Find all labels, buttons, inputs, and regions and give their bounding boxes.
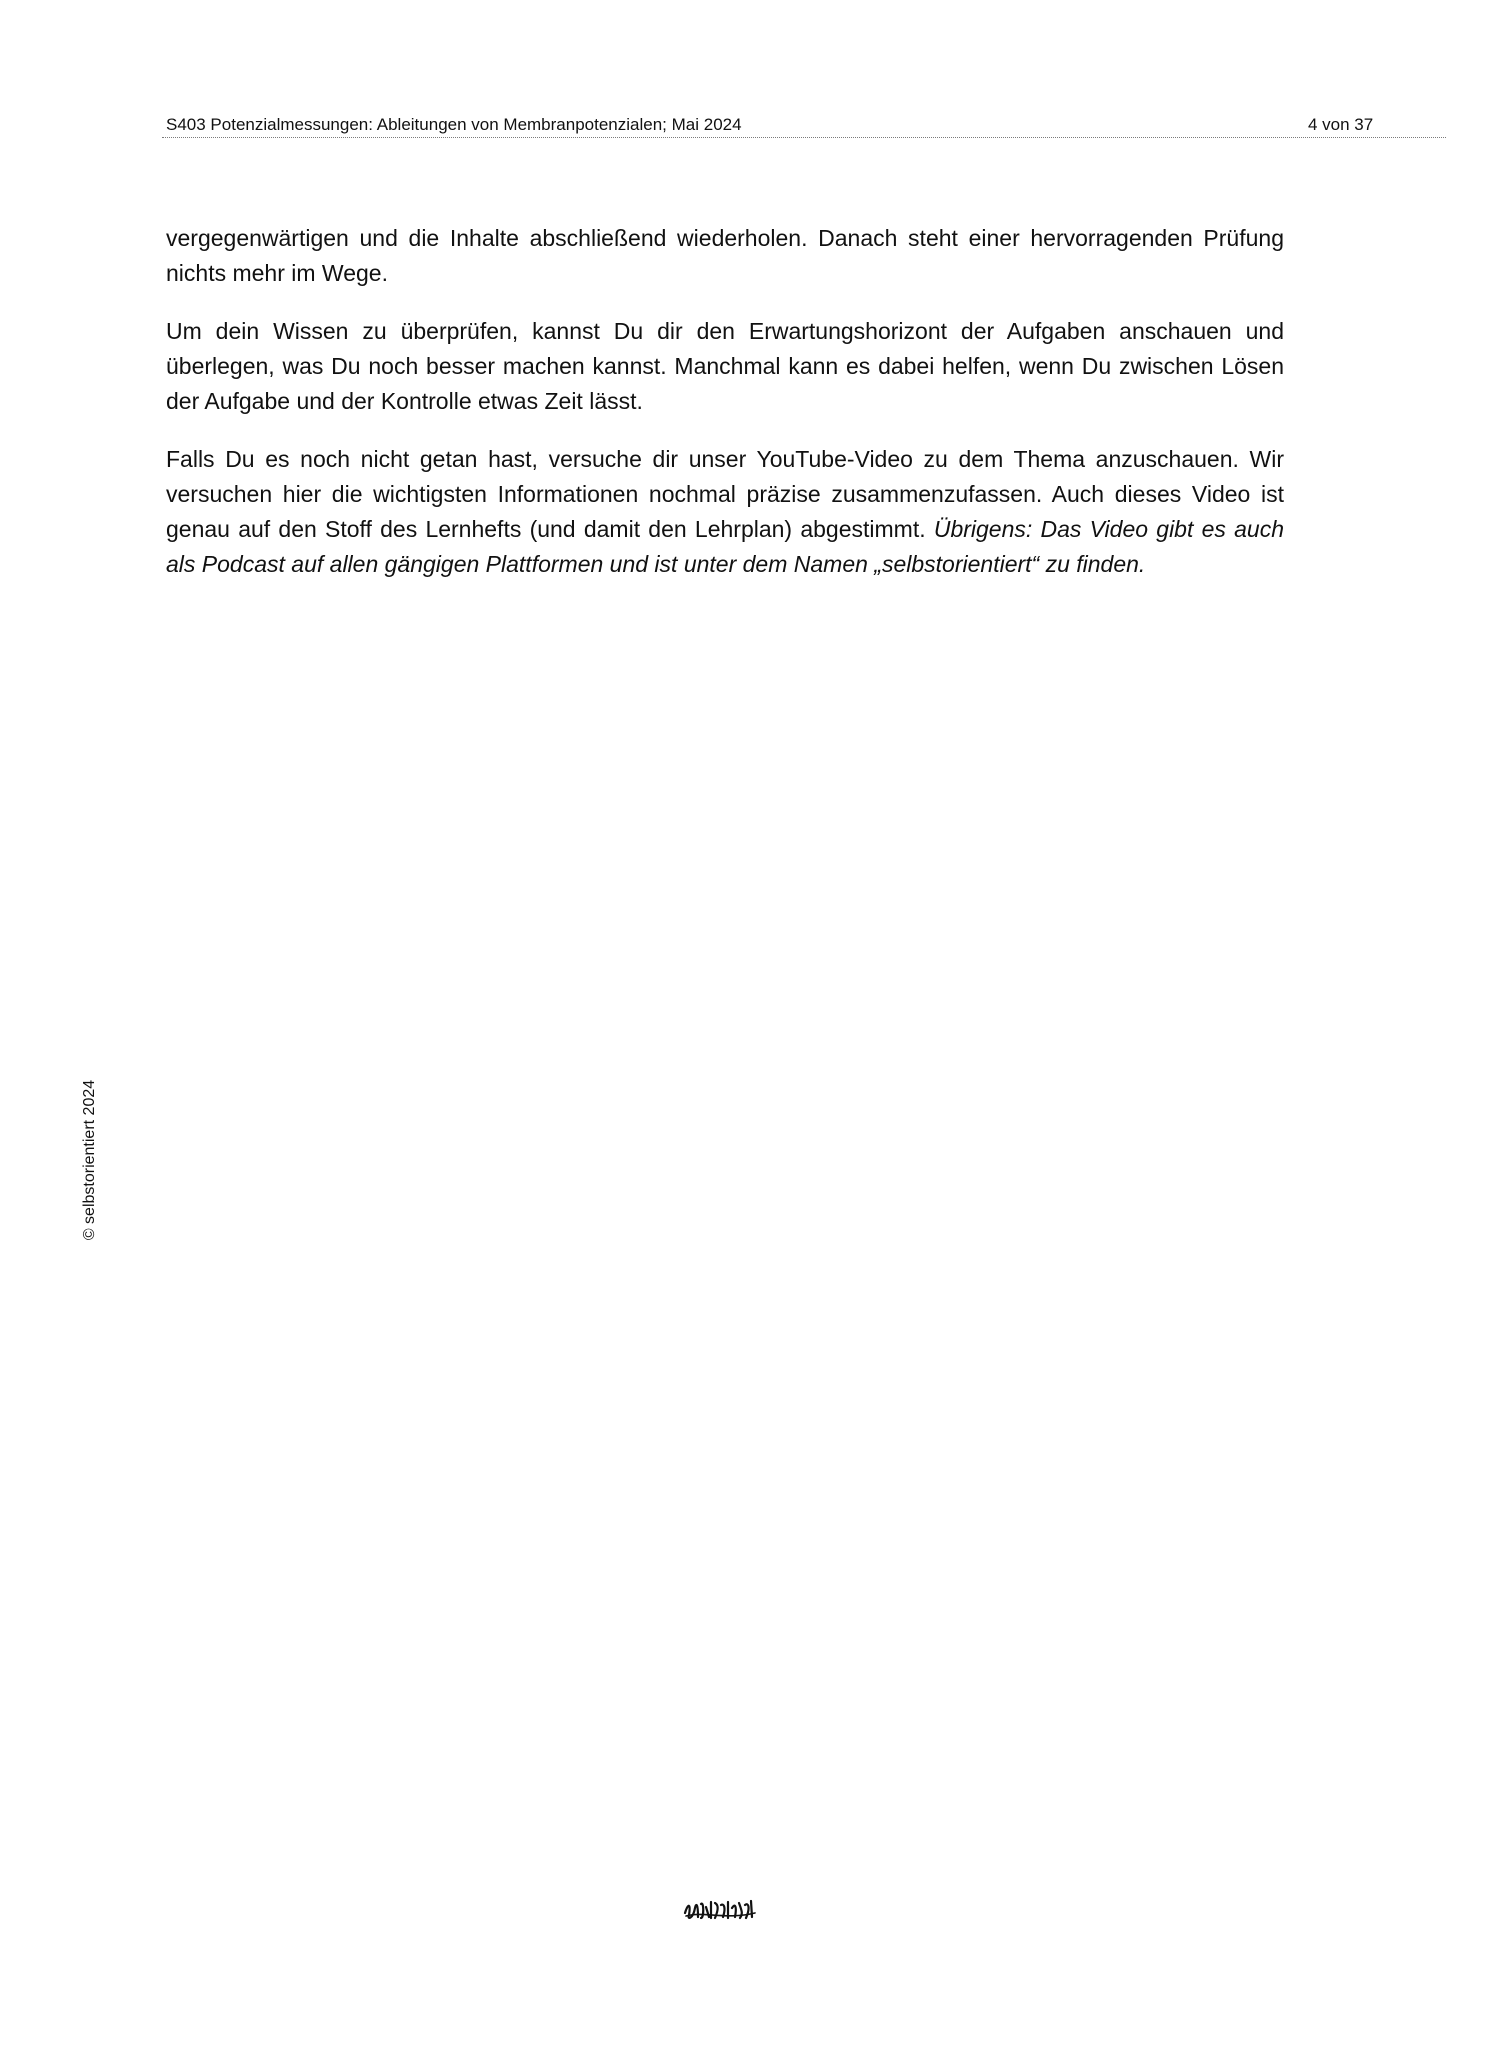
header-divider [162, 137, 1446, 138]
signature-logo-icon [680, 1893, 760, 1925]
main-content [166, 221, 1284, 605]
paragraph-check-knowledge: Um dein Wissen zu überprüfen, kannst Du dir den Erwartungshorizont der Aufgaben anschauen und überlegen, was Du noch besser machen kannst. Manchmal kann es dabei helfen, wenn Du zwischen Lösen der Aufgabe und der Kontrolle etwas Zeit lässt. [166, 318, 1284, 414]
paragraph-review: vergegenwärtigen und die Inhalte abschließend wiederholen. Danach steht einer hervorragenden Prüfung nichts mehr im Wege. [166, 225, 1284, 286]
paragraph-video-text: Falls Du es noch nicht getan hast, versuche dir unser YouTube-Video zu dem Thema anzuschauen. Wir versuchen hier die wichtigsten Informationen nochmal präzise zusammenzufassen. Auch dieses Video ist genau auf den Stoff des Lernhefts (und damit den Lehrplan) abgestimmt. [166, 446, 1284, 542]
document-title: S403 Potenzialmessungen: Ableitungen von Membranpotenzialen; Mai 2024 [166, 115, 742, 134]
footer-signature-logo [680, 1893, 760, 1925]
side-copyright: © selbstorientiert 2024 [81, 1079, 98, 1241]
page-header [166, 112, 1446, 140]
paragraph-video [166, 442, 1284, 582]
page-number: 4 von 37 [1308, 115, 1374, 134]
podcast-note: Übrigens: Das Video gibt es auch als Podcast auf allen gängigen Plattformen und ist unter dem Namen „selbstorientiert“ zu finden. [166, 516, 1284, 577]
